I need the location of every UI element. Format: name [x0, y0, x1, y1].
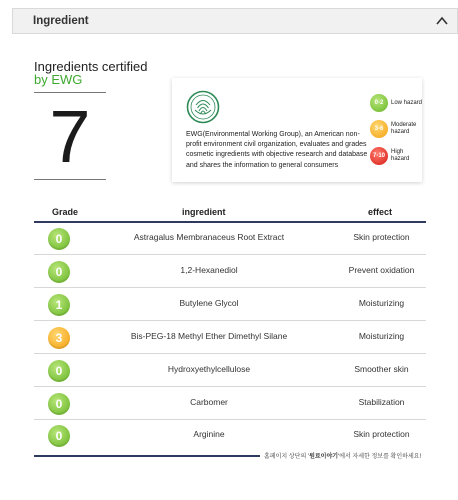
table-row	[34, 322, 426, 354]
table-row	[34, 420, 426, 452]
certified-subtitle: by EWG	[34, 72, 83, 87]
column-header-grade: Grade	[52, 207, 79, 217]
chevron-up-icon[interactable]	[435, 14, 449, 28]
ingredient-effect: Moisturizing	[358, 298, 405, 308]
legend-item-low	[370, 94, 423, 112]
table-row	[34, 388, 426, 420]
ingredient-effect: Stabilization	[358, 397, 405, 407]
column-header-effect: effect	[368, 207, 393, 217]
table-row	[34, 289, 426, 321]
ingredient-effect: Skin protection	[353, 232, 410, 242]
ingredient-effect: Prevent oxidation	[348, 265, 415, 275]
ingredient-name: Astragalus Membranaceus Root Extract	[133, 232, 285, 242]
divider	[34, 92, 106, 93]
ingredient-name: Hydroxyethylcellulose	[167, 364, 251, 374]
legend-label-high: High hazard	[391, 149, 410, 162]
ingredient-effect: Smoother skin	[354, 364, 409, 374]
ewg-fingerprint-icon	[186, 90, 220, 124]
table-row	[34, 223, 426, 255]
ingredient-name: Bis-PEG-18 Methyl Ether Dimethyl Silane	[130, 331, 288, 341]
legend-dot-high: 7-10	[370, 147, 388, 165]
ingredient-name: Arginine	[193, 429, 225, 439]
table-row	[34, 256, 426, 288]
footer-note	[264, 451, 440, 460]
grade-badge: 1	[48, 294, 70, 316]
table-row	[34, 355, 426, 387]
legend-label-moderate: Moderate hazard	[391, 122, 417, 135]
grade-badge: 0	[48, 393, 70, 415]
table-header	[34, 204, 426, 222]
divider	[34, 179, 106, 180]
certified-title: Ingredients certified	[34, 59, 148, 74]
ingredient-name: 1,2-Hexanediol	[180, 265, 238, 275]
column-header-ingredient: ingredient	[182, 207, 226, 217]
ingredient-section-header[interactable]	[12, 8, 458, 34]
ingredient-effect: Skin protection	[353, 429, 410, 439]
ingredient-name: Butylene Glycol	[179, 298, 239, 308]
legend-item-moderate	[370, 120, 423, 138]
footer-divider	[34, 455, 260, 457]
ingredient-effect: Moisturizing	[358, 331, 405, 341]
ingredient-name: Carbomer	[190, 397, 228, 407]
footer-note-before: 홈페이지 상단의 '	[264, 454, 310, 460]
ewg-description: EWG(Environmental Working Group), an American non-profit environment civil organization, evaluates and grades cosmetic ingredients with objective research and database and shares the information to general consumers	[186, 131, 368, 169]
grade-badge: 3	[48, 327, 70, 349]
grade-badge: 0	[48, 360, 70, 382]
certified-count: 7	[49, 95, 91, 178]
grade-badge: 0	[48, 425, 70, 447]
section-title: Ingredient	[33, 15, 89, 27]
grade-badge: 0	[48, 261, 70, 283]
footer-note-link: 원료이야기	[309, 454, 339, 460]
legend-label-low: Low hazard	[391, 99, 423, 106]
ewg-info-card	[172, 78, 422, 182]
footer-note-after: '에서 자세한 정보를 확인하세요!	[338, 454, 422, 460]
legend-dot-low: 0-2	[370, 94, 388, 112]
grade-badge: 0	[48, 228, 70, 250]
legend-dot-moderate: 3-6	[370, 120, 388, 138]
legend-item-high	[370, 147, 423, 165]
